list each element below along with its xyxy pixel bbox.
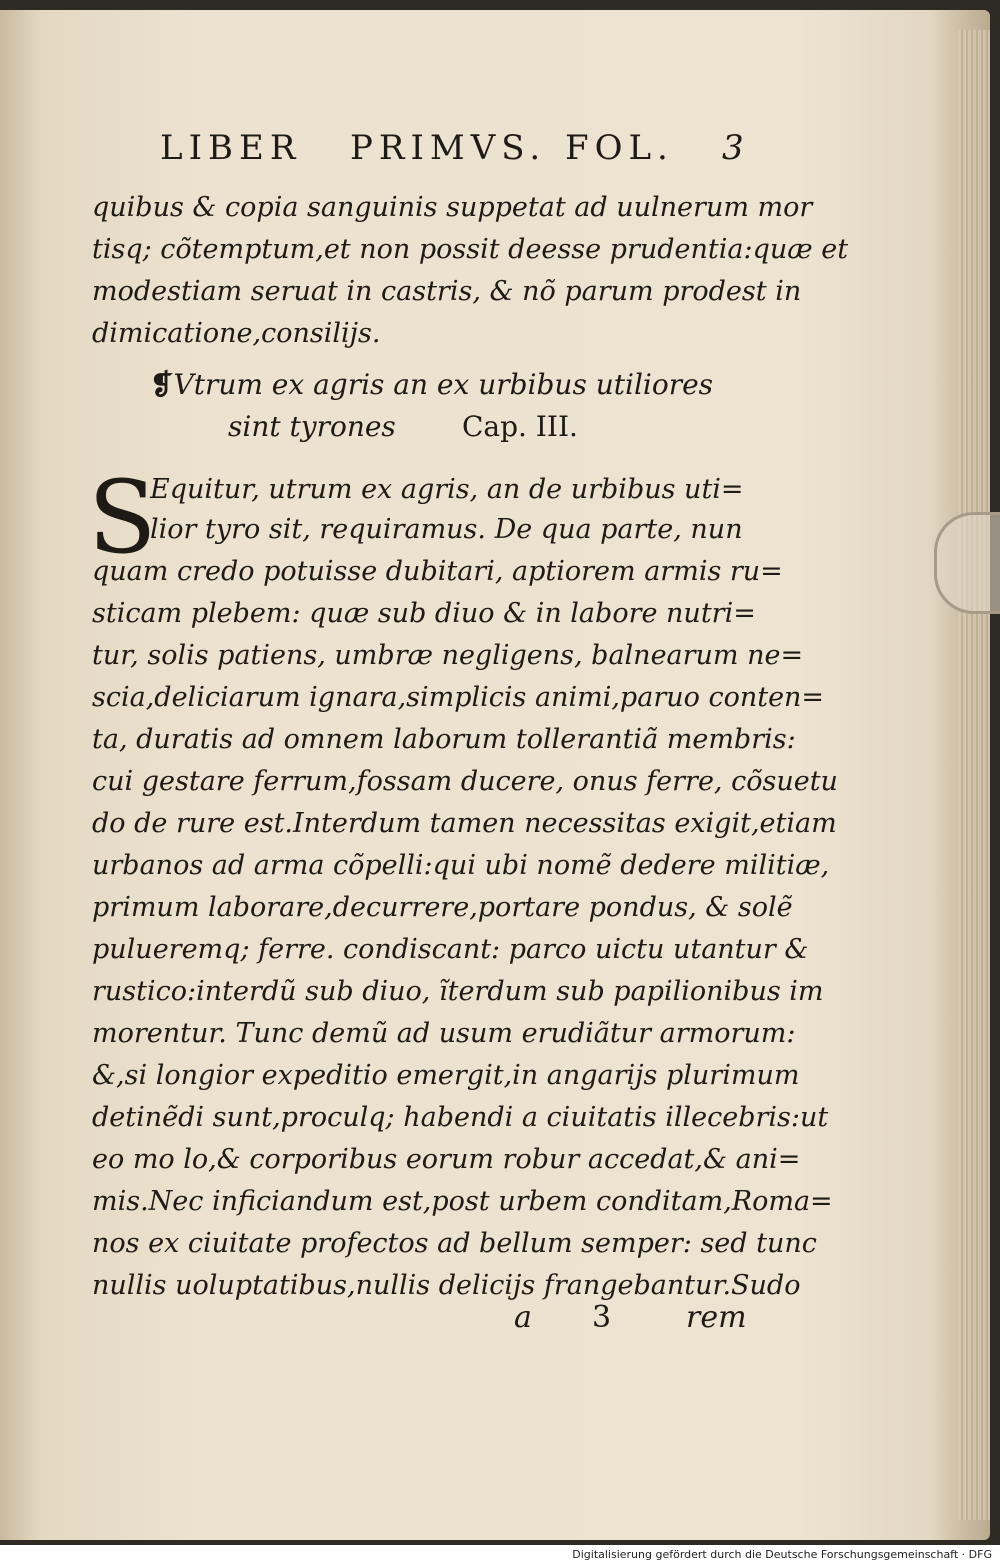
body-line: detinẽdi sunt,proculq; habendi a ciuitatis illecebris:ut [92,1102,829,1133]
body-line: cui gestare ferrum,fossam ducere, onus ferre, cõsuetu [92,766,838,797]
body-line: sticam plebem: quæ sub diuo & in labore nutri= [92,598,756,629]
body-line: mis.Nec inficiandum est,post urbem conditam,Roma= [92,1186,833,1217]
body-line: do de rure est.Interdum tamen necessitas exigit,etiam [92,808,837,839]
body-line: pulueremq; ferre. condiscant: parco uictu utantur & [92,934,809,965]
body-line: tur, solis patiens, umbræ negligens, balnearum ne= [92,640,804,671]
body-line: nos ex ciuitate profectos ad bellum semper: sed tunc [92,1228,817,1259]
running-header [160,128,770,178]
header-fol: FOL. [565,128,674,168]
page-edges [958,30,990,1520]
intro-line: modestiam seruat in castris, & nõ parum prodest in [92,276,802,307]
body-line: eo mo lo,& corporibus eorum robur accedat,& ani= [92,1144,801,1175]
body-line: &,si longior expeditio emergit,in angarijs plurimum [92,1060,800,1091]
pilcrow-mark: ❡ [150,368,174,401]
chapter-title-line-2: sint tyrones [228,410,396,443]
body-line: Equitur, utrum ex agris, an de urbibus uti= [150,474,744,505]
intro-line: tisq; cõtemptum,et non possit deesse prudentia:quæ et [92,234,849,265]
body-line: ta, duratis ad omnem laborum tollerantiã membris: [92,724,796,755]
body-line: lior tyro sit, requiramus. De qua parte, nun [150,514,743,545]
body-line: urbanos ad arma cõpelli:qui ubi nomẽ dedere militiæ, [92,850,830,881]
body-line: scia,deliciarum ignara,simplicis animi,paruo conten= [92,682,825,713]
signature-letter: a [514,1300,532,1335]
chapter-number: Cap. III. [462,410,578,443]
intro-line: dimicatione,consilijs. [92,318,381,349]
chapter-title-line-1 [150,368,713,401]
catchword: rem [686,1300,747,1335]
intro-line: quibus & copia sanguinis suppetat ad uulnerum mor [92,192,813,223]
body-line: quam credo potuisse dubitari, aptiorem armis ru= [92,556,783,587]
body-line: morentur. Tunc demũ ad usum erudiãtur armorum: [92,1018,796,1049]
body-line: nullis uoluptatibus,nullis delicijs frangebantur.Sudo [92,1270,801,1301]
header-primus: PRIMVS. [350,128,547,168]
body-line: rustico:interdũ sub diuo, ĩterdum sub papilionibus im [92,976,824,1007]
page-clip [934,512,1000,614]
chapter-title-text: Vtrum ex agris an ex urbibus utiliores [173,368,714,401]
body-line: primum laborare,decurrere,portare pondus, & solẽ [92,892,793,923]
dfg-credit: Digitalisierung gefördert durch die Deutsche Forschungsgemeinschaft · DFG [572,1548,992,1561]
signature-number: 3 [592,1300,612,1335]
header-liber: LIBER [160,128,302,168]
page-number: 3 [722,128,750,168]
drop-cap: S [88,459,157,576]
